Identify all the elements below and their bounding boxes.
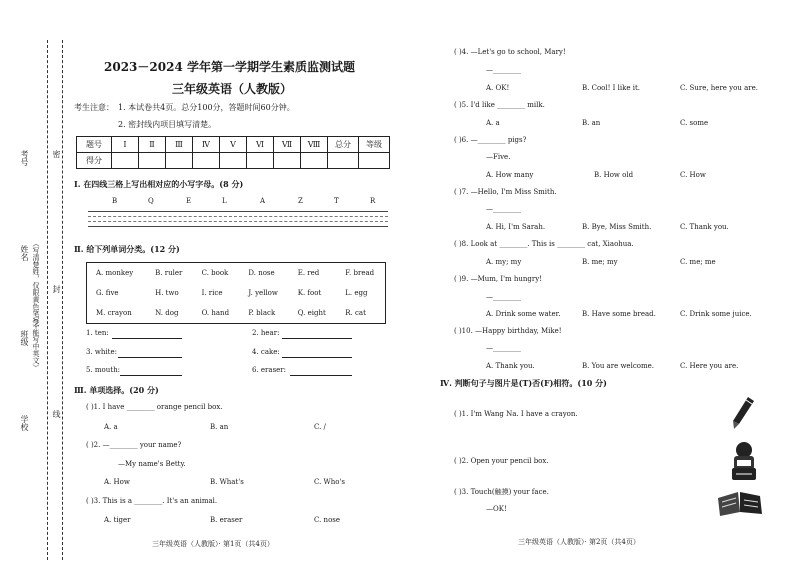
- score-cell[interactable]: [359, 153, 390, 169]
- seal-line-outer: [47, 40, 48, 560]
- tf-item-3-sub: —OK!: [486, 505, 507, 513]
- answer-blank[interactable]: [290, 367, 352, 376]
- notice-line-2: 2. 密封线内项目填写清楚。: [118, 120, 217, 129]
- option[interactable]: A. my; my: [486, 258, 522, 266]
- option[interactable]: C. me; me: [680, 258, 716, 266]
- score-cell[interactable]: [166, 153, 193, 169]
- score-cell[interactable]: [112, 153, 139, 169]
- option[interactable]: B. eraser: [210, 516, 243, 524]
- crayon-icon: [730, 396, 756, 430]
- option[interactable]: B. an: [582, 119, 601, 127]
- option[interactable]: C. Here you are.: [680, 362, 739, 370]
- grid-line: [88, 211, 388, 212]
- question-stem: ( )7. —Hello, I'm Miss Smith.: [454, 188, 557, 196]
- option[interactable]: B. How old: [594, 171, 634, 179]
- grid-line: [88, 221, 388, 222]
- option[interactable]: B. What's: [210, 478, 244, 486]
- word-item: R. cat: [345, 309, 366, 317]
- category-label: 5. mouth:: [86, 366, 120, 374]
- option[interactable]: C. /: [314, 423, 326, 431]
- word-item: H. two: [155, 289, 179, 297]
- page-subtitle: 三年级英语（人教版）: [172, 82, 293, 96]
- question-sub: —________: [486, 344, 521, 352]
- option[interactable]: C. Sure, here you are.: [680, 84, 758, 92]
- word-row: [87, 303, 386, 324]
- score-header-cell: Ⅲ: [166, 137, 193, 153]
- score-cell[interactable]: [193, 153, 220, 169]
- tf-item-2: ( )2. Open your pencil box.: [454, 457, 549, 465]
- letter: Z: [298, 197, 303, 205]
- option[interactable]: C. Drink some juice.: [680, 310, 752, 318]
- score-header-row: [77, 137, 390, 153]
- option[interactable]: A. tiger: [104, 516, 131, 524]
- touch-face-icon: [716, 488, 764, 518]
- option[interactable]: C. nose: [314, 516, 341, 524]
- option[interactable]: A. How: [104, 478, 130, 486]
- question-stem: ( )1. I have ________ orange pencil box.: [86, 403, 223, 411]
- score-cell[interactable]: [301, 153, 328, 169]
- question-stem: ( )9. —Mum, I'm hungry!: [454, 275, 543, 283]
- section2-title: Ⅱ. 给下列单词分类。(12 分): [74, 244, 180, 254]
- option[interactable]: B. Cool! I like it.: [582, 84, 641, 92]
- seal-char-mi: 密: [52, 150, 61, 158]
- question-sub: —________: [486, 66, 521, 74]
- score-cell[interactable]: [139, 153, 166, 169]
- score-header-cell: Ⅶ: [274, 137, 301, 153]
- seal-line-inner: [62, 40, 63, 560]
- question-sub: —My name's Betty.: [118, 460, 186, 468]
- grid-line: [88, 226, 388, 227]
- answer-blank[interactable]: [112, 330, 182, 339]
- score-cell[interactable]: [328, 153, 359, 169]
- question-sub: —Five.: [486, 153, 511, 161]
- word-item: K. foot: [297, 289, 322, 297]
- category-label: 6. eraser:: [252, 366, 287, 374]
- score-header-cell: 总分: [328, 137, 359, 153]
- word-item: P. black: [248, 309, 276, 317]
- letter: L: [222, 197, 227, 205]
- score-table: [76, 136, 390, 169]
- question-sub: —________: [486, 205, 521, 213]
- option[interactable]: A. a: [104, 423, 118, 431]
- category-label: 1. ten:: [86, 329, 109, 337]
- score-header-cell: 题号: [77, 137, 112, 153]
- option[interactable]: A. Thank you.: [486, 362, 535, 370]
- section4-title: Ⅳ. 判断句子与图片是(T)否(F)相符。(10 分): [440, 378, 607, 388]
- name-label: 姓名: [20, 245, 29, 261]
- footer-left: 三年级英语（人教版）· 第1页（共4页）: [152, 540, 274, 548]
- seal-char-feng: 封: [52, 285, 61, 293]
- grid-line: [88, 216, 388, 217]
- question-stem: ( )6. —________ pigs?: [454, 136, 527, 144]
- score-header-cell: Ⅳ: [193, 137, 220, 153]
- question-stem: ( )4. —Let's go to school, Mary!: [454, 48, 566, 56]
- word-item: Q. eight: [297, 309, 326, 317]
- answer-blank[interactable]: [282, 349, 352, 358]
- letter: B: [112, 197, 118, 205]
- score-cell[interactable]: [247, 153, 274, 169]
- score-header-cell: 等级: [359, 137, 390, 153]
- letter: A: [260, 197, 266, 205]
- notice-line-1: 1. 本试卷共4页。总分100分，答题时间60分钟。: [118, 103, 295, 112]
- class-label: 班级: [20, 330, 29, 346]
- word-item: E. red: [297, 269, 320, 277]
- word-item: F. bread: [345, 269, 375, 277]
- score-row: [77, 153, 390, 169]
- option[interactable]: C. How: [680, 171, 706, 179]
- letter: R: [370, 197, 376, 205]
- section3-title: Ⅲ. 单项选择。(20 分): [74, 385, 159, 395]
- category-label: 3. white:: [86, 348, 117, 356]
- word-box: [86, 262, 386, 324]
- question-stem: ( )3. This is a ________. It's an animal.: [86, 497, 218, 505]
- question-stem: ( )2. —________ your name?: [86, 441, 182, 449]
- option[interactable]: A. Hi, I'm Sarah.: [486, 223, 546, 231]
- answer-blank[interactable]: [118, 349, 182, 358]
- option[interactable]: C. Thank you.: [680, 223, 729, 231]
- score-header-cell: Ⅰ: [112, 137, 139, 153]
- page-title: 2023－2024 学年第一学期学生素质监测试题: [104, 60, 355, 74]
- tf-item-1: ( )1. I'm Wang Na. I have a crayon.: [454, 410, 578, 418]
- word-row: [87, 263, 386, 284]
- word-item: A. monkey: [96, 269, 134, 277]
- score-row-label: 得分: [77, 153, 112, 169]
- word-item: D. nose: [248, 269, 275, 277]
- open-pencil-box-icon: [728, 440, 760, 482]
- score-header-cell: Ⅷ: [301, 137, 328, 153]
- word-item: C. book: [201, 269, 229, 277]
- word-item: G. five: [96, 289, 119, 297]
- name-note: （写清楚姓，仅限黄色笔写）: [32, 240, 40, 331]
- word-item: J. yellow: [248, 289, 278, 297]
- answer-blank[interactable]: [282, 330, 352, 339]
- word-item: N. dog: [155, 309, 179, 317]
- option[interactable]: B. You are welcome.: [582, 362, 654, 370]
- footer-right: 三年级英语（人教版）· 第2页（共4页）: [518, 538, 640, 546]
- score-header-cell: Ⅵ: [247, 137, 274, 153]
- letter: E: [186, 197, 192, 205]
- word-item: M. crayon: [96, 309, 132, 317]
- score-header-cell: Ⅱ: [139, 137, 166, 153]
- option[interactable]: A. Drink some water.: [486, 310, 561, 318]
- section1-title: Ⅰ. 在四线三格上写出相对应的小写字母。(8 分): [74, 179, 244, 189]
- question-sub: —________: [486, 293, 521, 301]
- category-label: 2. hear:: [252, 329, 280, 337]
- option[interactable]: C. Who's: [314, 478, 345, 486]
- word-item: O. hand: [201, 309, 230, 317]
- option[interactable]: B. Have some bread.: [582, 310, 656, 318]
- score-header-cell: Ⅴ: [220, 137, 247, 153]
- letter: T: [334, 197, 339, 205]
- option[interactable]: B. an: [210, 423, 229, 431]
- notice-label: 考生注意：: [74, 103, 114, 112]
- question-stem: ( )5. I'd like ________ milk.: [454, 101, 545, 109]
- word-item: L. egg: [345, 289, 368, 297]
- letter: Q: [148, 197, 154, 205]
- school-label: 学校: [20, 415, 29, 431]
- option[interactable]: A. a: [486, 119, 500, 127]
- seal-char-xian: 线: [52, 410, 61, 418]
- option[interactable]: B. Bye, Miss Smith.: [582, 223, 652, 231]
- question-stem: ( )8. Look at ________. This is ________ cat, Xiaohua.: [454, 240, 634, 248]
- word-item: B. ruler: [155, 269, 183, 277]
- option[interactable]: C. some: [680, 119, 709, 127]
- student-id-label: 考号: [20, 150, 29, 166]
- answer-blank[interactable]: [120, 367, 182, 376]
- word-row: [87, 283, 386, 303]
- score-cell[interactable]: [274, 153, 301, 169]
- score-cell[interactable]: [220, 153, 247, 169]
- class-note: （不能写中英文）: [32, 315, 40, 371]
- option[interactable]: A. How many: [486, 171, 534, 179]
- option[interactable]: A. OK!: [486, 84, 510, 92]
- word-item: I. rice: [201, 289, 223, 297]
- category-label: 4. cake:: [252, 348, 280, 356]
- option[interactable]: B. me; my: [582, 258, 618, 266]
- tf-item-3: ( )3. Touch(触摸) your face.: [454, 488, 549, 496]
- question-stem: ( )10. —Happy birthday, Mike!: [454, 327, 562, 335]
